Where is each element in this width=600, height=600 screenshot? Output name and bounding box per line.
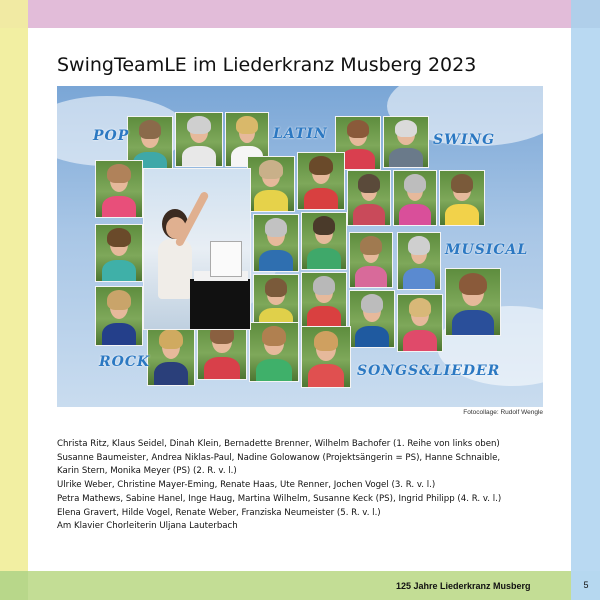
choir-member-portrait	[439, 170, 485, 226]
top-color-band	[28, 0, 571, 28]
choir-member-portrait	[95, 286, 143, 346]
caption-line: Karin Stern, Monika Meyer (PS) (2. R. v. l.)	[57, 466, 237, 477]
choir-member-portrait	[95, 160, 143, 218]
caption-line: Petra Mathews, Sabine Hanel, Inge Haug, Martina Wilhelm, Susanne Keck (PS), Ingrid Philipp (4. R. v. l.)	[57, 493, 502, 504]
choir-member-portrait	[349, 290, 395, 348]
caption-line: Ulrike Weber, Christine Mayer-Eming, Renate Haas, Ute Renner, Jochen Vogel (3. R. v. l.)	[57, 480, 436, 491]
genre-songs-lieder: SONGS&LIEDER	[357, 363, 501, 379]
genre-swing: SWING	[433, 132, 496, 148]
page-number: 5	[583, 580, 589, 590]
choir-member-portrait	[253, 214, 299, 272]
caption-line: Christa Ritz, Klaus Seidel, Dinah Klein, Bernadette Brenner, Wilhelm Bachofer (1. Reihe von links oben)	[57, 439, 500, 449]
left-color-band	[0, 28, 28, 571]
photo-caption	[57, 438, 547, 534]
corner-bottom-left	[0, 571, 28, 600]
caption-line: Am Klavier Chorleiterin Uljana Lauterbach	[57, 521, 238, 532]
choir-member-portrait	[247, 156, 295, 212]
choir-member-portrait	[383, 116, 429, 168]
caption-line: Susanne Baumeister, Andrea Niklas-Paul, Nadine Golowanow (Projektsängerin = PS), Hanne Schnaible,	[57, 452, 501, 463]
choir-member-portrait	[147, 324, 195, 386]
pianist-photo	[143, 168, 251, 330]
genre-rock: ROCK	[99, 354, 151, 370]
choir-member-portrait	[249, 322, 299, 382]
footer-title: 125 Jahre Liederkranz Musberg	[396, 581, 531, 591]
choir-member-portrait	[297, 152, 345, 210]
genre-pop: POP	[93, 128, 130, 144]
choir-member-portrait	[95, 224, 143, 282]
choir-member-portrait	[397, 232, 441, 290]
choir-member-portrait	[175, 112, 223, 167]
genre-latin: LATIN	[273, 126, 328, 142]
page-title: SwingTeamLE im Liederkranz Musberg 2023	[57, 54, 477, 76]
genre-musical: MUSICAL	[445, 242, 529, 258]
choir-member-portrait	[397, 294, 443, 352]
choir-member-portrait	[349, 232, 393, 288]
photo-collage	[57, 86, 543, 407]
photo-credit: Fotocollage: Rudolf Wengle	[463, 409, 543, 416]
corner-top-right	[571, 0, 600, 28]
choir-member-portrait	[301, 272, 347, 328]
corner-top-left	[0, 0, 28, 28]
choir-member-portrait	[301, 212, 347, 270]
choir-member-portrait	[445, 268, 501, 336]
choir-member-portrait	[301, 326, 351, 388]
choir-member-portrait	[393, 170, 437, 226]
choir-member-portrait	[347, 170, 391, 226]
caption-line: Elena Gravert, Hilde Vogel, Renate Weber, Franziska Neumeister (5. R. v. l.)	[57, 507, 381, 518]
right-color-band	[571, 28, 600, 571]
